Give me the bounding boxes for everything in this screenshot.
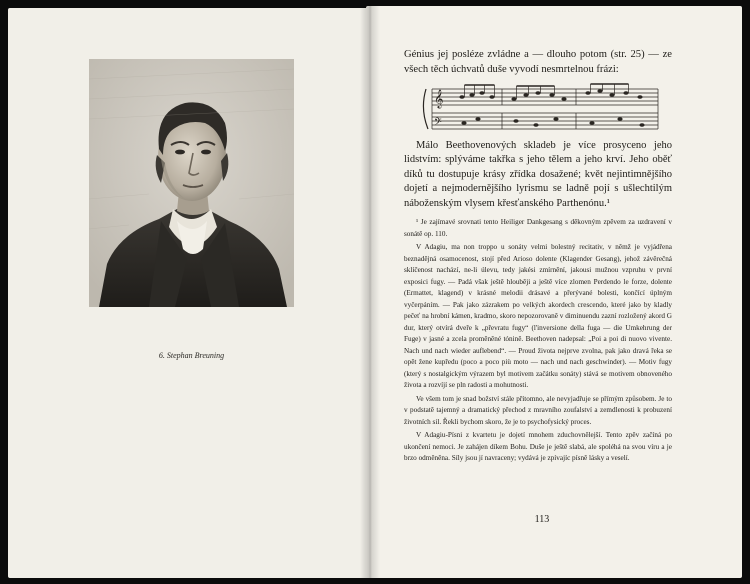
- svg-text:𝄞: 𝄞: [434, 89, 444, 108]
- footnote-3: Ve všem tom je snad božství stále přítomno, ale nevyjadřuje se přímým způsobem. Je to v podstatě tajemný a dramatický přechod z mravního zoufalství a zemdlenosti k probuzení životních sil. Řekli bychom skoro, že je to psychofysický proces.: [404, 394, 672, 426]
- portrait-engraving: [89, 59, 294, 307]
- portrait-caption: 6. Stephan Breuning: [158, 351, 225, 360]
- footnote-1: ¹ Je zajímavé srovnati tento Heiliger Dankgesang s děkovným zpěvem za uzdravení v sonátě op. 110.: [404, 218, 672, 238]
- intro-paragraph: Génius jej posléze zvládne a — dlouho potom (str. 25) — ze všech těch úchvatů duše vyvodí nesmrtelnou frázi:: [404, 49, 672, 75]
- right-page-content: [404, 47, 672, 467]
- portrait-illustration: [89, 59, 294, 307]
- book-gutter: [360, 6, 380, 578]
- body-paragraph: Málo Beethovenových skladeb je více prosyceno jeho lidstvím: splýváme takřka s jeho tělem a jeho krví. Jeho oběť díků tu dostupuje krásy zřídka dosažené; květ nejintimnějšího dojetí a nejmodernějšího lyrismu se ladně pojí s ušlechtilým náboženským vlysem křesťanského Parthenónu.¹: [404, 140, 672, 209]
- footnote-2: V Adagiu, ma non troppo u sonáty velmi bolestný recitativ, v němž je vyjádřena beznadějná osamocenost, stojí před Arioso dolente (Klagender Gesang), jehož závěrečná sklíčenost nachází, ne-li úlevu, tedy jakési zmírnění, jakousi mužnou vzpruhu v první exposici fugy. — Padá však ještě hlouběji a ještě více zlomen Perdendo le forze, dolente (Ermattet, klagend) v krásné melodii drásavé a přerývané bolesti, končící úplným vyčerpáním. — Pak jako zázrakem po velkých akordech crescendo, které jako by kladly pečeť na hrobní kámen, kradmo, skoro nepozorovaně v diminuendu zazní rozložený akord G dur, který otvírá dveře k „převratu fugy“ (l'inversione della fuga — die Umkehrung der Fuge) v jasné a zcela proměněné tónině. Beethoven nadepsal: „Poi a poi di nuovo vivente. Nach und nach wieder auflebend“. — Proud života nejprve zvolna, pak jako dravá řeka se opět žene kupředu (poco a poco più moto — nach und nach geschwinder). — Motiv fugy (který s nostalgickým výrazem byl motivem začátku sonáty) stává se motivem obnoveného života a rozvíjí se pln radosti a mohutnosti.: [404, 243, 672, 390]
- page-number: 113: [534, 514, 550, 525]
- svg-text:𝄢: 𝄢: [434, 116, 442, 130]
- music-notation: [406, 83, 660, 133]
- footnote-4: V Adagiu-Písni z kvartetu je dojetí mnohem zduchovnělejší. Tento zpěv začíná po ukončení nemoci. Je zahájen díkem Bohu. Duše je ještě slabá, ale spoléhá na svou víru a je brzo odměněna. Síly jsou jí navraceny; vydává je zpívajíc písně lásky a veselí.: [404, 431, 672, 463]
